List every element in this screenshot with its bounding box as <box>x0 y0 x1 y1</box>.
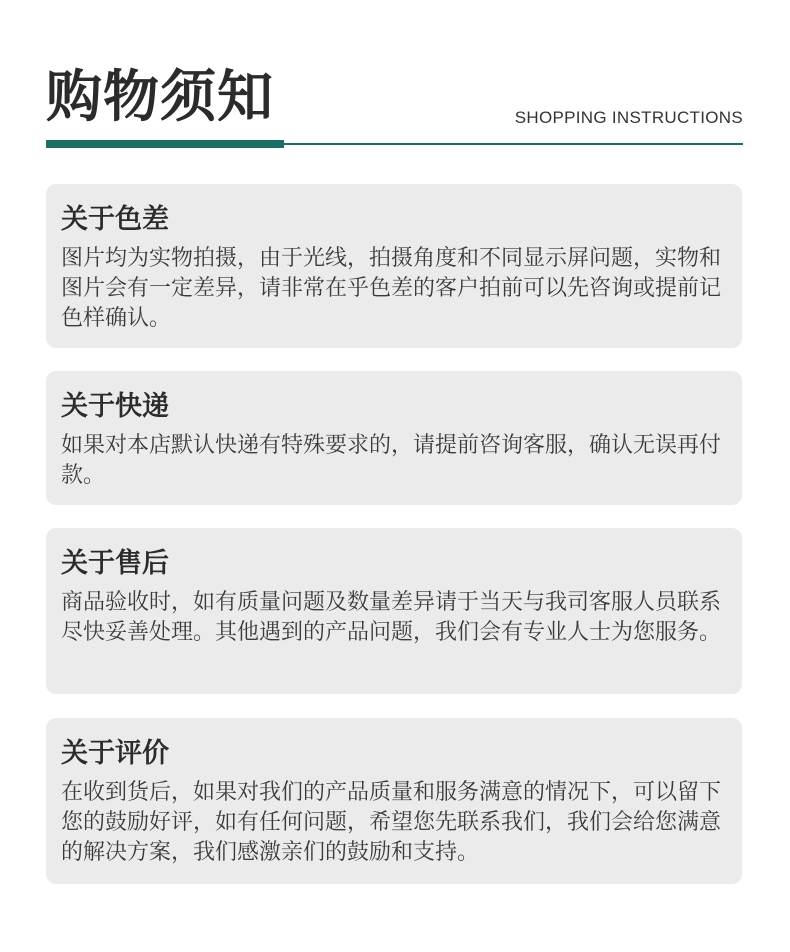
section-body: 如果对本店默认快递有特殊要求的，请提前咨询客服，确认无误再付款。 <box>61 433 722 488</box>
section-title: 关于快递 <box>61 391 169 422</box>
page-title: 购物须知 <box>46 65 274 130</box>
section-after-sales <box>46 528 742 694</box>
section-body: 图片均为实物拍摄，由于光线，拍摄角度和不同显示屏问题，实物和图片会有一定差异，请非常在乎色差的客户拍前可以先咨询或提前记色样确认。 <box>61 246 722 331</box>
section-body: 商品验收时，如有质量问题及数量差异请于当天与我司客服人员联系尽快妥善处理。其他遇到的产品问题，我们会有专业人士为您服务。 <box>61 590 722 645</box>
section-shipping <box>46 371 742 505</box>
section-title: 关于色差 <box>61 204 169 235</box>
page-subtitle: SHOPPING INSTRUCTIONS <box>514 108 743 127</box>
page-header <box>46 60 743 150</box>
section-title: 关于评价 <box>61 738 169 769</box>
section-reviews <box>46 718 742 884</box>
section-body: 在收到货后，如果对我们的产品质量和服务满意的情况下，可以留下您的鼓励好评，如有任何问题，希望您先联系我们，我们会给您满意的解决方案，我们感激亲们的鼓励和支持。 <box>61 780 722 865</box>
section-title: 关于售后 <box>61 548 169 579</box>
header-accent-bar <box>46 140 284 148</box>
section-color-difference <box>46 184 742 348</box>
